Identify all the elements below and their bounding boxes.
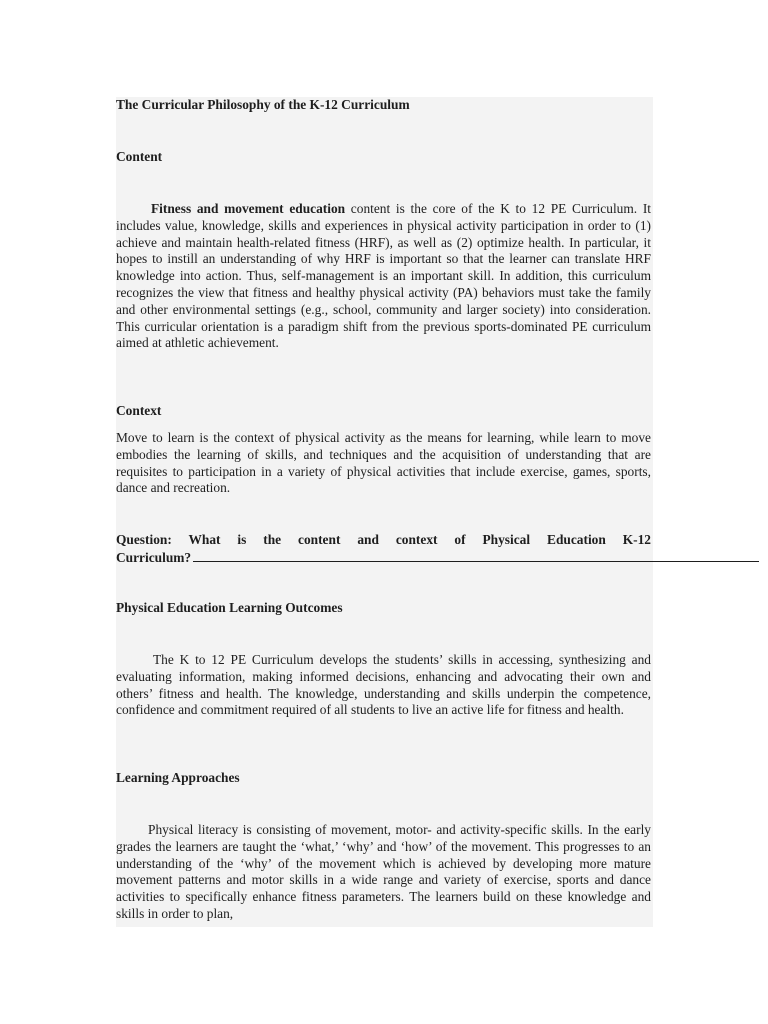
outcomes-section xyxy=(116,652,651,719)
question-line-two xyxy=(116,549,651,567)
question-text: Question: What is the content and context of Physical Education K-12 xyxy=(116,532,651,547)
context-section xyxy=(116,430,651,497)
approaches-section xyxy=(116,822,651,923)
context-paragraph: Move to learn is the context of physical activity as the means for learning, while learn to move embodies the learning of skills, and techniques and the acquisition of understanding that are requisites to participation in a variety of physical activities that include exercise, games, sports, dance and recreation. xyxy=(116,430,651,496)
outcomes-heading: Physical Education Learning Outcomes xyxy=(116,600,343,615)
approaches-paragraph: Physical literacy is consisting of movement, motor- and activity-specific skills. In the early grades the learners are taught the ‘what,’ ‘why’ and ‘how’ of the movement. This progresses to an understanding of the ‘why’ of the movement which is achieved by developing more mature movement patterns and motor skills in a wide range and variety of exercise, sports and dance activities to specifically enhance fitness parameters. The learners build on these knowledge and skills in order to plan, xyxy=(116,822,651,921)
content-heading: Content xyxy=(116,149,163,164)
approaches-heading-block xyxy=(116,770,651,787)
approaches-heading: Learning Approaches xyxy=(116,770,240,785)
answer-blank-line[interactable] xyxy=(193,549,759,562)
content-paragraph-text: content is the core of the K to 12 PE Curriculum. It includes value, knowledge, skills and experiences in physical activity participation in order to (1) achieve and maintain health-related fitness (HRF), as well as (2) optimize health. In particular, it hopes to instill an understanding of why HRF is important so that the learner can translate HRF knowledge into action. Thus, self-management is an important skill. In addition, this curriculum recognizes the view that fitness and healthy physical activity (PA) behaviors must take the family and other environmental settings (e.g., school, community and larger society) into consideration. This curricular orientation is a paradigm shift from the previous sports-dominated PE curriculum aimed at athletic achievement. xyxy=(116,201,651,351)
question-text-end: Curriculum? xyxy=(116,549,192,565)
content-lead-phrase: Fitness and movement education xyxy=(151,201,346,216)
content-section xyxy=(116,201,651,352)
question-block xyxy=(116,532,651,567)
content-heading-block xyxy=(116,149,651,166)
outcomes-heading-block xyxy=(116,600,651,617)
context-heading: Context xyxy=(116,403,162,418)
document-title-block xyxy=(116,97,651,114)
outcomes-paragraph: The K to 12 PE Curriculum develops the students’ skills in accessing, synthesizing and evaluating information, making informed decisions, enhancing and advocating their own and others’ fitness and health. The knowledge, understanding and skills underpin the competence, confidence and commitment required of all students to live an active life for fitness and health. xyxy=(116,652,651,718)
context-heading-block xyxy=(116,403,651,420)
document-title: The Curricular Philosophy of the K-12 Curriculum xyxy=(116,97,410,112)
content-paragraph xyxy=(116,201,651,352)
document-body xyxy=(116,97,653,927)
